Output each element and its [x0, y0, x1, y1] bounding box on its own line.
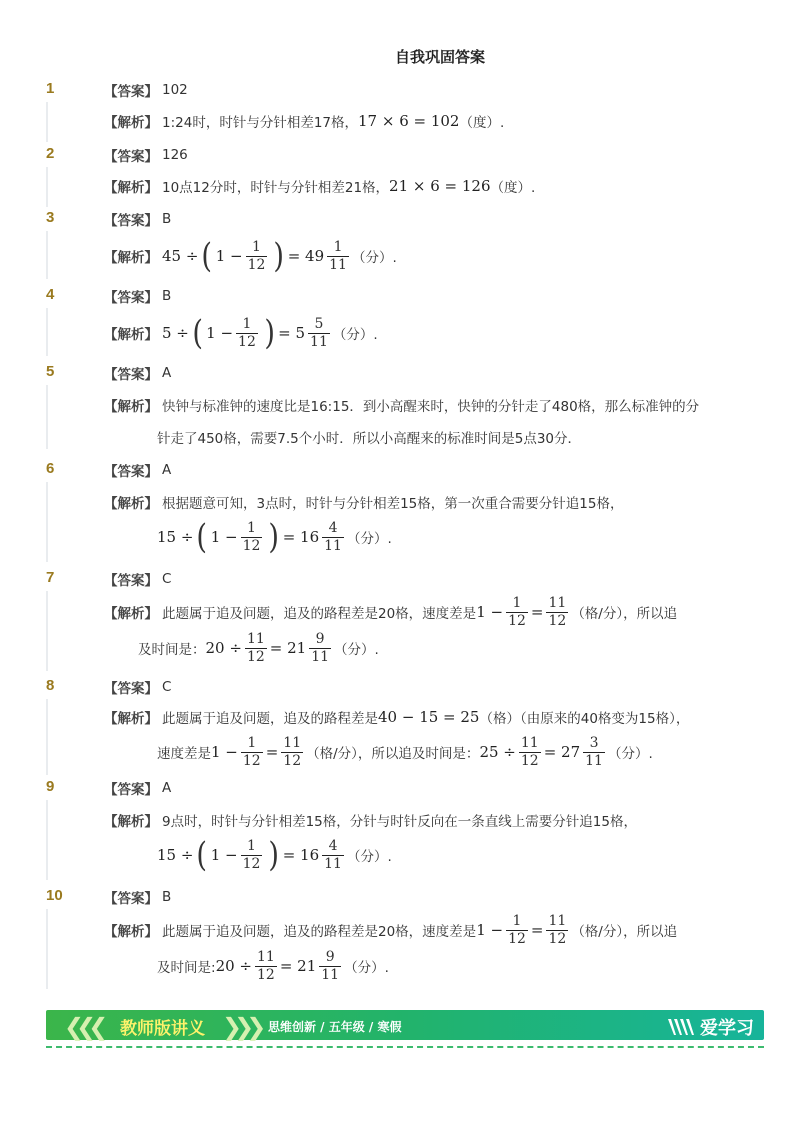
- denominator: 12: [257, 966, 275, 983]
- analysis-text: （度）.: [490, 180, 536, 196]
- answer-value: B: [162, 889, 172, 905]
- denominator: 11: [310, 333, 328, 350]
- numerator: 1: [333, 239, 343, 256]
- fraction: [506, 595, 528, 628]
- denominator: 12: [242, 537, 261, 554]
- numerator: 1: [247, 838, 256, 855]
- numerator: 1: [247, 735, 257, 752]
- denominator: 12: [238, 333, 256, 350]
- divider: [46, 308, 48, 356]
- answer-value: 126: [162, 147, 188, 163]
- logo: [666, 1014, 754, 1040]
- answer-value: C: [162, 571, 172, 587]
- analysis-text: 快钟与标准钟的速度比是16:15．到小高醒来时，快钟的分针走了480格，那么标准钟的分: [162, 399, 700, 415]
- denominator: 12: [508, 930, 526, 947]
- right-paren: ): [273, 236, 285, 276]
- numerator: 1: [247, 520, 256, 537]
- math-expression: = 49: [287, 247, 325, 265]
- math-expression: = 21: [279, 957, 317, 975]
- answer-line: [104, 145, 188, 165]
- fraction: [506, 913, 528, 946]
- fraction: [322, 520, 344, 553]
- math-expression: 1 −: [476, 603, 504, 621]
- analysis-text: （格/分），所以追: [571, 924, 678, 940]
- item-number: 8: [46, 677, 55, 694]
- analysis-line: [104, 707, 689, 727]
- analysis-text: 根据题意可知，3点时，时针与分针相差15格，第一次重合需要分针追15格，: [162, 496, 624, 512]
- left-paren: (: [201, 236, 213, 276]
- answer-line: [104, 569, 171, 589]
- analysis-line: [157, 945, 389, 987]
- analysis-tag: 【解析】: [104, 399, 158, 415]
- answer-line: [104, 887, 171, 907]
- left-paren: (: [196, 517, 208, 557]
- denominator: 12: [520, 752, 539, 769]
- analysis-tag: 【解析】: [104, 250, 158, 266]
- left-paren: (: [192, 313, 203, 353]
- answer-tag: 【答案】: [104, 782, 158, 798]
- analysis-tag: 【解析】: [104, 711, 158, 727]
- analysis-line: [104, 111, 504, 131]
- denominator: 11: [321, 966, 340, 983]
- answer-value: B: [162, 288, 172, 304]
- right-paren: ): [268, 835, 280, 875]
- numerator: 9: [325, 949, 335, 966]
- answer-line: [104, 363, 171, 383]
- answer-line: [104, 778, 171, 798]
- numerator: 1: [512, 595, 522, 612]
- chevron-right-icon: ❯❯❯: [222, 1013, 259, 1041]
- left-paren: (: [196, 835, 208, 875]
- item-number: 10: [46, 887, 63, 904]
- fraction: [322, 838, 344, 871]
- divider: [46, 591, 48, 671]
- right-paren: ): [268, 517, 280, 557]
- analysis-text: 针走了450格，需要7.5个小时．所以小高醒来的标准时间是5点30分．: [157, 431, 582, 447]
- answer-value: 102: [162, 82, 188, 98]
- math-expression: 15 ÷: [157, 846, 194, 864]
- divider: [46, 800, 48, 880]
- math-expression: = 21: [269, 639, 307, 657]
- fraction: [546, 595, 568, 628]
- math-expression: 1 −: [215, 247, 243, 265]
- denominator: 11: [329, 256, 347, 273]
- math-expression: 21 × 6 = 126: [389, 177, 491, 195]
- analysis-line: [104, 233, 397, 279]
- analysis-line: [157, 514, 392, 560]
- math-expression: = 16: [282, 846, 320, 864]
- denominator: 12: [242, 855, 261, 872]
- brand-title: 教师版讲义: [120, 1019, 205, 1039]
- answer-value: A: [162, 365, 172, 381]
- analysis-tag: 【解析】: [104, 180, 158, 196]
- analysis-line: [104, 810, 637, 830]
- analysis-text: （格/分），所以追: [571, 606, 678, 622]
- math-expression: = 5: [278, 324, 306, 342]
- fraction: [583, 735, 605, 768]
- item-number: 7: [46, 569, 55, 586]
- item-number: 1: [46, 80, 55, 97]
- numerator: 4: [328, 838, 338, 855]
- math-expression: 1 −: [476, 921, 504, 939]
- divider: [46, 102, 48, 142]
- math-expression: = 27: [543, 743, 581, 761]
- denominator: 12: [548, 930, 567, 947]
- divider: [46, 231, 48, 279]
- denominator: 11: [585, 752, 603, 769]
- numerator: 1: [512, 913, 522, 930]
- math-expression: 20 ÷: [205, 639, 242, 657]
- breadcrumb: 思维创新 / 五年级 / 寒假: [268, 1020, 402, 1034]
- numerator: 3: [589, 735, 599, 752]
- denominator: 11: [311, 648, 330, 665]
- fraction: [308, 316, 330, 349]
- math-expression: =: [265, 743, 279, 761]
- math-expression: 20 ÷: [215, 957, 252, 975]
- footer-divider: [46, 1046, 764, 1048]
- analysis-text: （度）.: [459, 115, 505, 131]
- analysis-text: （格/分），所以追及时间是：: [306, 746, 480, 762]
- book-logo-icon: [666, 1016, 696, 1038]
- numerator: 11: [548, 913, 567, 930]
- math-expression: 15 ÷: [157, 528, 194, 546]
- analysis-text: 1:24时，时针与分针相差17格，: [162, 115, 358, 131]
- item-number: 6: [46, 460, 55, 477]
- item-number: 9: [46, 778, 55, 795]
- answer-tag: 【答案】: [104, 464, 158, 480]
- footer-banner: [46, 1010, 764, 1040]
- denominator: 12: [548, 612, 567, 629]
- analysis-tag: 【解析】: [104, 924, 158, 940]
- analysis-text: 此题属于追及问题，追及的路程差是20格，速度差是: [162, 924, 477, 940]
- analysis-text: 及时间是：: [138, 642, 206, 658]
- numerator: 11: [246, 631, 265, 648]
- denominator: 12: [283, 752, 302, 769]
- fraction: [241, 838, 263, 871]
- answer-value: C: [162, 679, 172, 695]
- analysis-line: [104, 310, 378, 356]
- analysis-text: 9点时，时针与分针相差15格，分针与时针反向在一条直线上需要分针追15格，: [162, 814, 637, 830]
- fraction: [236, 316, 258, 349]
- denominator: 12: [508, 612, 526, 629]
- logo-text: 爱学习: [700, 1018, 754, 1039]
- page-title: 自我巩固答案: [394, 48, 485, 66]
- analysis-tag: 【解析】: [104, 606, 158, 622]
- right-paren: ): [264, 313, 275, 353]
- analysis-text: 速度差是: [157, 746, 211, 762]
- answer-tag: 【答案】: [104, 573, 158, 589]
- analysis-line: [138, 627, 379, 669]
- answer-value: B: [162, 211, 172, 227]
- analysis-line: [157, 731, 653, 773]
- math-expression: =: [530, 921, 544, 939]
- divider: [46, 909, 48, 989]
- math-expression: 1 −: [211, 743, 238, 761]
- math-expression: = 16: [282, 528, 320, 546]
- fraction: [309, 631, 331, 664]
- answer-line: [104, 677, 171, 697]
- answer-tag: 【答案】: [104, 681, 158, 697]
- unit-text: （分）.: [332, 327, 378, 343]
- answer-tag: 【答案】: [104, 367, 158, 383]
- analysis-line: [104, 395, 699, 415]
- denominator: 11: [324, 537, 342, 554]
- unit-text: （分）.: [344, 960, 389, 976]
- math-expression: =: [530, 603, 544, 621]
- answer-line: [104, 209, 171, 229]
- math-expression: 1 −: [210, 846, 238, 864]
- math-expression: 17 × 6 = 102: [358, 112, 460, 130]
- answer-tag: 【答案】: [104, 84, 158, 100]
- fraction: [246, 239, 268, 272]
- answer-value: A: [162, 462, 172, 478]
- analysis-text: 及时间是:: [157, 960, 216, 976]
- analysis-text: 此题属于追及问题，追及的路程差是20格，速度差是: [162, 606, 477, 622]
- unit-text: （分）.: [607, 746, 653, 762]
- numerator: 11: [548, 595, 567, 612]
- analysis-tag: 【解析】: [104, 327, 158, 343]
- numerator: 9: [315, 631, 325, 648]
- answer-line: [104, 460, 171, 480]
- answer-tag: 【答案】: [104, 213, 158, 229]
- numerator: 11: [283, 735, 302, 752]
- fraction: [546, 913, 568, 946]
- unit-text: （分）.: [351, 250, 397, 266]
- answer-tag: 【答案】: [104, 149, 158, 165]
- item-number: 3: [46, 209, 55, 226]
- math-expression: 25 ÷: [479, 743, 516, 761]
- math-expression: 45 ÷: [162, 247, 199, 265]
- unit-text: （分）.: [346, 531, 392, 547]
- analysis-line: [157, 427, 581, 447]
- numerator: 4: [328, 520, 338, 537]
- math-expression: 1 −: [206, 324, 234, 342]
- divider: [46, 167, 48, 207]
- numerator: 5: [314, 316, 324, 333]
- fraction: [319, 949, 341, 982]
- numerator: 1: [252, 239, 261, 256]
- analysis-text: 10点12分时，时针与分针相差21格，: [162, 180, 390, 196]
- answer-line: [104, 80, 188, 100]
- math-expression: 40 − 15 = 25: [378, 708, 480, 726]
- numerator: 11: [257, 949, 275, 966]
- numerator: 11: [520, 735, 539, 752]
- divider: [46, 385, 48, 449]
- denominator: 12: [246, 648, 265, 665]
- denominator: 12: [247, 256, 266, 273]
- analysis-line: [157, 832, 392, 878]
- item-number: 2: [46, 145, 55, 162]
- fraction: [281, 735, 303, 768]
- answer-line: [104, 286, 171, 306]
- fraction: [245, 631, 267, 664]
- denominator: 11: [324, 855, 342, 872]
- fraction: [255, 949, 277, 982]
- fraction: [327, 239, 349, 272]
- answer-value: A: [162, 780, 172, 796]
- answer-tag: 【答案】: [104, 891, 158, 907]
- numerator: 1: [242, 316, 252, 333]
- analysis-text: （格）（由原来的40格变为15格），: [479, 711, 690, 727]
- item-number: 4: [46, 286, 55, 303]
- item-number: 5: [46, 363, 55, 380]
- analysis-text: 此题属于追及问题，追及的路程差是: [162, 711, 378, 727]
- analysis-tag: 【解析】: [104, 496, 158, 512]
- analysis-line: [104, 176, 535, 196]
- math-expression: 5 ÷: [162, 324, 189, 342]
- divider: [46, 699, 48, 775]
- analysis-tag: 【解析】: [104, 814, 158, 830]
- denominator: 12: [242, 752, 261, 769]
- math-expression: 1 −: [210, 528, 238, 546]
- unit-text: （分）.: [346, 849, 392, 865]
- analysis-line: [104, 492, 623, 512]
- fraction: [241, 520, 263, 553]
- answer-tag: 【答案】: [104, 290, 158, 306]
- divider: [46, 482, 48, 562]
- fraction: [519, 735, 541, 768]
- fraction: [241, 735, 263, 768]
- unit-text: （分）.: [334, 642, 379, 658]
- chevron-left-icon: ❮❮❮: [64, 1013, 101, 1041]
- analysis-tag: 【解析】: [104, 115, 158, 131]
